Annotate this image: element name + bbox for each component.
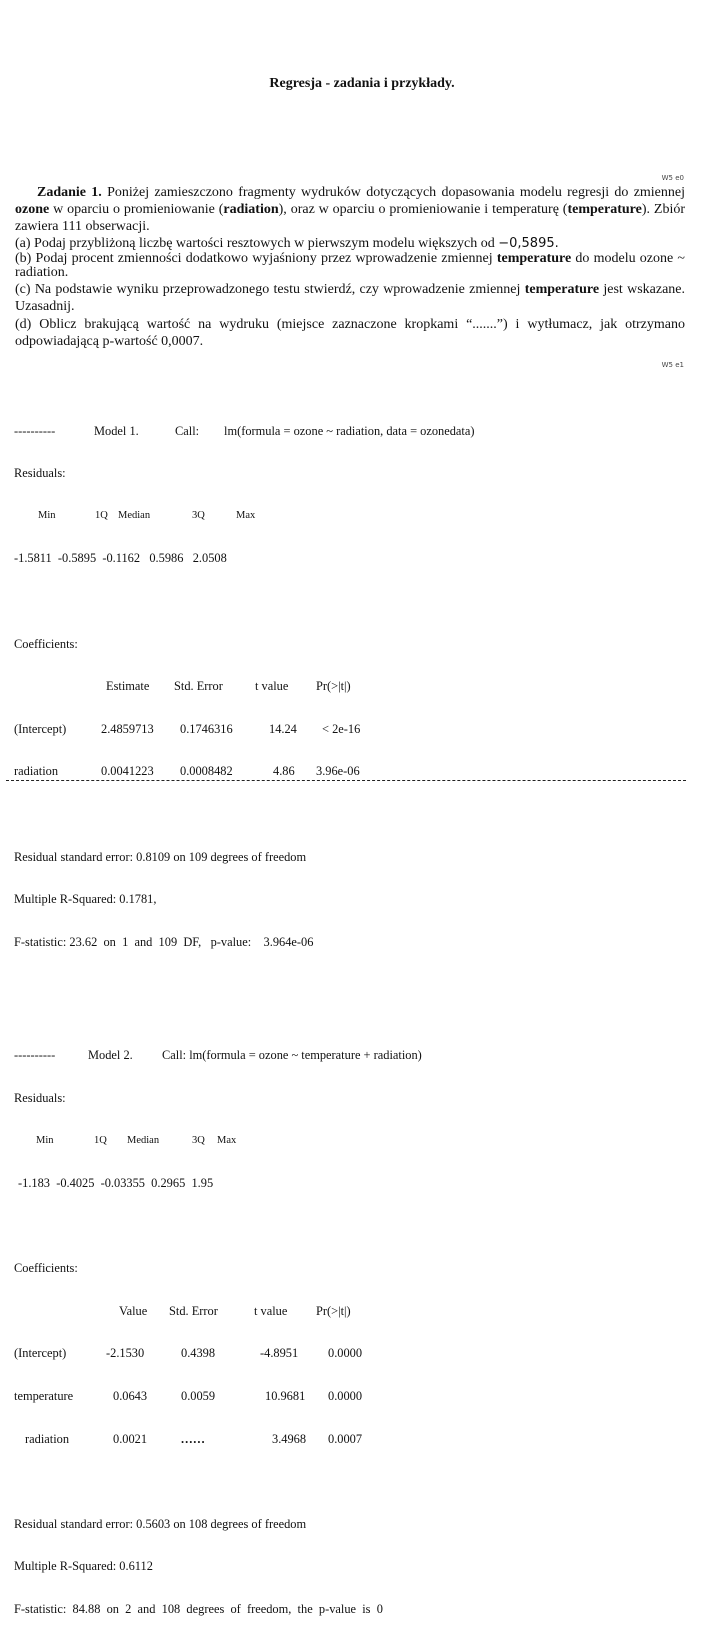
coef-p: < 2e-16 [322, 721, 361, 736]
resid-values-text: -1.183 -0.4025 -0.03355 0.2965 1.95 [18, 1176, 214, 1191]
coef-header: t value [255, 679, 289, 694]
missing-value-dots: ...... [181, 1431, 206, 1446]
coef-header: Std. Error [169, 1303, 218, 1318]
coef-name: radiation [14, 764, 59, 779]
fstat-line [14, 935, 694, 949]
coef-p: 0.0007 [328, 1431, 363, 1446]
question-d: (d) Oblicz brakującą wartość na wydruku (miejsce zaznaczone kropkami “.......”) i wytłumacz, jak otrzymano odpowiadającą p-wartość 0,0007. [15, 317, 685, 349]
coef-t: -4.8951 [260, 1346, 299, 1361]
coef-name: temperature [14, 1389, 74, 1404]
coef-se: 0.1746316 [180, 721, 233, 736]
coef-row [14, 764, 694, 778]
var-temperature: temperature [496, 251, 572, 266]
question-number: −0,5895. [498, 236, 559, 251]
coef-value: -2.1530 [106, 1346, 145, 1361]
rse-line [14, 1517, 694, 1531]
coef-t: 3.4968 [272, 1431, 307, 1446]
coef-header: Pr(>|t|) [316, 679, 351, 694]
dash-separator: ---------- [14, 423, 56, 438]
var-ozone: ozone [15, 202, 50, 217]
resid-header: Min [38, 509, 56, 521]
coef-estimate: 2.4859713 [101, 721, 154, 736]
coef-row [14, 1346, 694, 1360]
coef-label [14, 1261, 694, 1275]
rse-text: Residual standard error: 0.8109 on 109 degrees of freedom [14, 849, 307, 864]
resid-header: 3Q [192, 1134, 205, 1146]
dash-separator: ---------- [14, 1048, 56, 1063]
coef-t: 14.24 [269, 721, 297, 736]
label-text: Coefficients: [14, 1261, 78, 1276]
var-temperature: temperature [567, 202, 642, 217]
tag-label: W5 e1 [661, 361, 684, 369]
r2-text: Multiple R-Squared: 0.6112 [14, 1559, 153, 1574]
intro-text: w oparciu o promieniowanie ( [49, 202, 224, 217]
coef-name: radiation [25, 1431, 70, 1446]
coef-row [14, 1432, 694, 1446]
coef-header: t value [254, 1303, 288, 1318]
label-text: Residuals: [14, 466, 66, 481]
resid-values [14, 1176, 694, 1190]
model-call: Call: lm(formula = ozone ~ temperature + radiation) [162, 1048, 422, 1063]
coef-p: 3.96e-06 [316, 764, 360, 779]
coef-headers [14, 1304, 694, 1318]
intro-text: ), oraz w oparciu o promieniowanie i temperaturę ( [278, 202, 568, 217]
r2-line [14, 1559, 694, 1573]
var-radiation: radiation [223, 202, 279, 217]
label-text: Residuals: [14, 1090, 66, 1105]
regression-output [14, 381, 694, 1630]
resid-headers [14, 509, 694, 523]
coef-header: Estimate [106, 679, 150, 694]
residuals-label [14, 466, 694, 480]
fstat-text: F-statistic: 23.62 on 1 and 109 DF, p-value: 3.964e-06 [14, 934, 314, 949]
coef-row [14, 722, 694, 736]
coef-p: 0.0000 [328, 1346, 363, 1361]
intro-text: Poniżej zamieszczono fragmenty wydruków dotyczących dopasowania modelu regresji do zmiennej [101, 185, 686, 200]
question-a [15, 235, 685, 252]
resid-headers [14, 1134, 694, 1148]
coef-value: 0.0021 [113, 1431, 148, 1446]
question-text: (b) Podaj procent zmienności dodatkowo wyjaśniony przez wprowadzenie zmiennej [15, 251, 497, 266]
resid-header: 1Q [94, 1134, 107, 1146]
coef-value: 0.0643 [113, 1389, 148, 1404]
model1-header [14, 424, 694, 438]
var-temperature: temperature [524, 282, 600, 297]
coef-name: (Intercept) [14, 1346, 67, 1361]
coef-header: Std. Error [174, 679, 223, 694]
resid-header: Max [217, 1134, 237, 1146]
coef-label [14, 637, 694, 651]
intro-text: ). Zbiór zawiera 111 obserwacji. [15, 202, 686, 234]
question-text: jest wskazane. Uzasadnij. [15, 282, 685, 314]
label-text: Coefficients: [14, 636, 78, 651]
task-heading: Zadanie 1. [37, 185, 102, 200]
question-c [15, 281, 685, 315]
coef-estimate: 0.0041223 [101, 764, 154, 779]
question-b [15, 252, 685, 280]
tag-label: W5 e0 [661, 174, 684, 182]
resid-header: Median [118, 509, 151, 521]
coef-se: 0.0059 [181, 1389, 216, 1404]
model2-header [14, 1048, 694, 1062]
model-label: Model 2. [88, 1048, 133, 1063]
question-text: (c) Na podstawie wyniku przeprowadzonego testu stwierdź, czy wprowadzenie zmiennej [15, 282, 525, 297]
resid-values-text: -1.5811 -0.5895 -0.1162 0.5986 2.0508 [14, 551, 227, 566]
coef-headers [14, 679, 694, 693]
coef-se: 0.4398 [181, 1346, 216, 1361]
coef-se: 0.0008482 [180, 764, 233, 779]
resid-header: Max [236, 509, 256, 521]
question-text: do modelu ozone ~ radiation. [15, 251, 686, 280]
model-label: Model 1. [94, 423, 139, 438]
coef-row [14, 1389, 694, 1403]
coef-t: 4.86 [273, 764, 295, 779]
fstat-text: F-statistic: 84.88 on 2 and 108 degrees of freedom, the p-value is 0 [14, 1602, 383, 1617]
coef-p: 0.0000 [328, 1389, 363, 1404]
resid-values [14, 551, 694, 565]
dashed-divider [6, 780, 686, 781]
residuals-label [14, 1091, 694, 1105]
model-call: lm(formula = ozone ~ radiation, data = ozonedata) [224, 423, 475, 438]
coef-header: Value [119, 1303, 148, 1318]
coef-t: 10.9681 [265, 1389, 306, 1404]
resid-header: 1Q [95, 509, 108, 521]
rse-line [14, 850, 694, 864]
resid-header: Min [36, 1134, 54, 1146]
coef-name: (Intercept) [14, 721, 67, 736]
resid-header: Median [127, 1134, 160, 1146]
task-intro [15, 184, 685, 235]
page-title: Regresja - zadania i przykłady. [269, 76, 455, 91]
r2-text: Multiple R-Squared: 0.1781, [14, 892, 157, 907]
fstat-line [14, 1602, 694, 1616]
resid-header: 3Q [192, 509, 205, 521]
question-text: (a) Podaj przybliżoną liczbę wartości resztowych w pierwszym modelu większych od [15, 236, 499, 251]
task-text [15, 184, 685, 350]
call-label: Call: [175, 423, 200, 438]
rse-text: Residual standard error: 0.5603 on 108 degrees of freedom [14, 1516, 307, 1531]
coef-header: Pr(>|t|) [316, 1303, 351, 1318]
r2-line [14, 892, 694, 906]
